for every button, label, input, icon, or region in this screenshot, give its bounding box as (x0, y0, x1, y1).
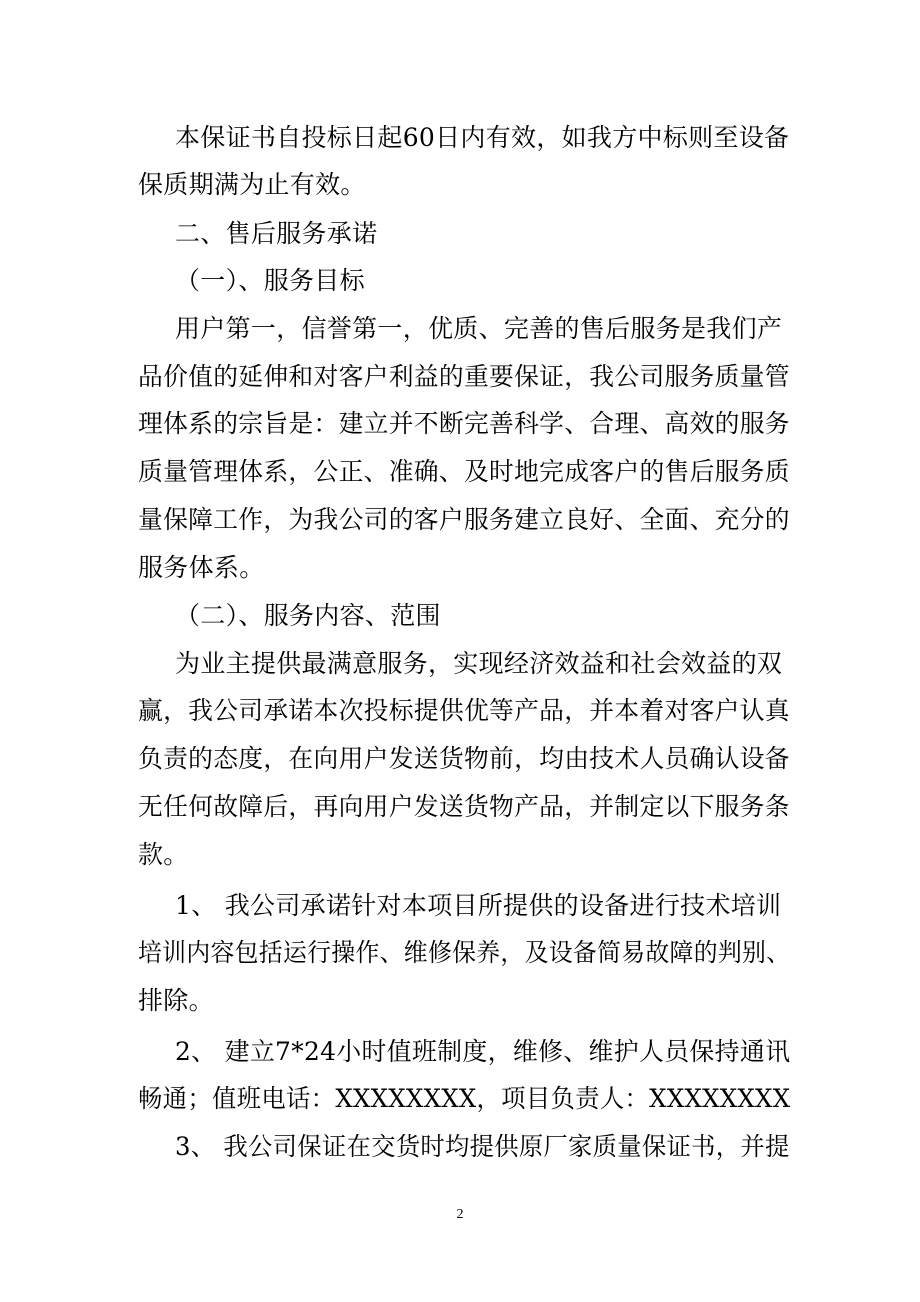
text-line: 负责的态度，在向用户发送货物前，均由技术人员确认设备 (138, 744, 790, 773)
text-line: 赢，我公司承诺本次投标提供优等产品，并本着对客户认真 (138, 696, 790, 725)
text-line: 理体系的宗旨是：建立并不断完善科学、合理、高效的服务 (138, 409, 790, 438)
page-number: 2 (456, 1207, 464, 1222)
text-line: 无任何故障后，再向用户发送货物产品，并制定以下服务条 (138, 792, 790, 821)
text-line: 畅通；值班电话：XXXXXXXX，项目负责人：XXXXXXXX (138, 1084, 791, 1113)
text-line: 培训内容包括运行操作、维修保养，及设备简易故障的判别、 (138, 938, 791, 967)
list-item: 3、 我公司保证在交货时均提供原厂家质量保证书，并提 (175, 1132, 790, 1161)
text-line: 款。 (138, 840, 189, 869)
list-item: 1、 我公司承诺针对本项目所提供的设备进行技术培训 (175, 891, 782, 920)
list-item: 2、 建立7*24小时值班制度，维修、维护人员保持通讯 (175, 1037, 791, 1066)
text-line: 量保障工作，为我公司的客户服务建立良好、全面、充分的 (138, 505, 790, 534)
text-line: 排除。 (138, 986, 214, 1015)
text-line: 为业主提供最满意服务，实现经济效益和社会效益的双 (175, 649, 783, 678)
section-heading: 二、售后服务承诺 (175, 219, 378, 248)
text-line: 服务体系。 (138, 553, 265, 582)
text-line: 保质期满为止有效。 (138, 170, 366, 199)
text-line: 品价值的延伸和对客户利益的重要保证，我公司服务质量管 (138, 362, 790, 391)
text-line: 质量管理体系，公正、准确、及时地完成客户的售后服务质 (138, 457, 790, 486)
subsection-heading: （一）、服务目标 (175, 266, 365, 295)
text-line: 本保证书自投标日起60日内有效，如我方中标则至设备 (175, 123, 790, 152)
subsection-heading: （二）、服务内容、范围 (175, 601, 441, 630)
text-line: 用户第一，信誉第一，优质、完善的售后服务是我们产 (175, 314, 783, 343)
